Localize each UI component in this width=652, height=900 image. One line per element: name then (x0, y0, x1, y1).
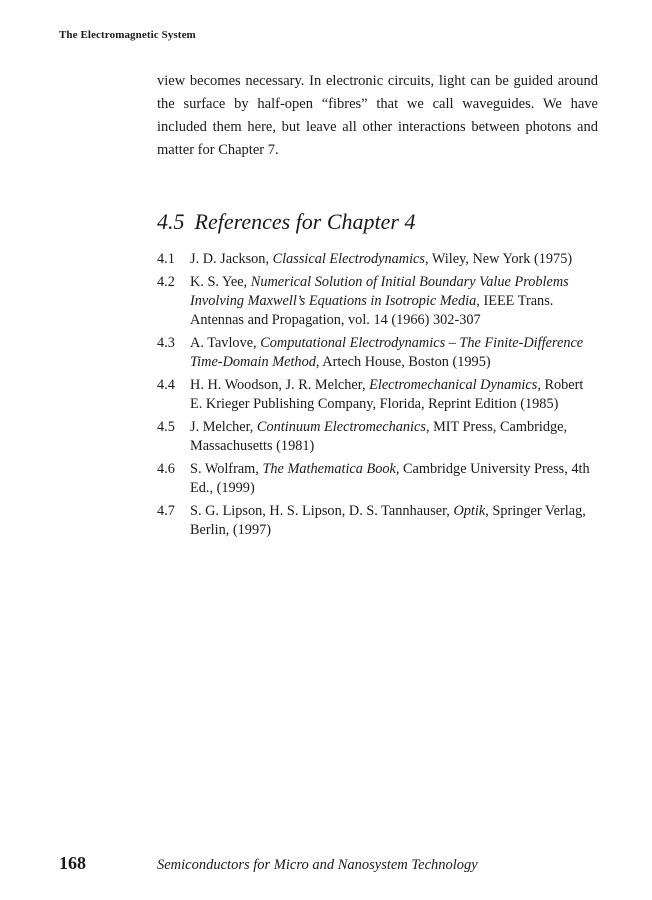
reference-text (190, 418, 598, 456)
section-number: 4.5 (157, 209, 185, 234)
reference-number: 4.1 (157, 251, 175, 267)
reference-publisher: , Springer Verlag, Berlin, (1997) (190, 503, 586, 538)
reference-title: Electromechanical Dynamics (369, 377, 538, 393)
reference-text (190, 376, 598, 414)
reference-item (157, 418, 598, 456)
reference-title: The Mathematica Book (262, 461, 396, 477)
reference-text (190, 334, 598, 372)
section-title: References for Chapter 4 (194, 209, 416, 234)
reference-authors: A. Tavlove, (190, 335, 261, 351)
reference-item (157, 334, 598, 372)
section-heading (157, 209, 415, 235)
reference-number: 4.7 (157, 503, 175, 519)
reference-title: Continuum Electromechanics (256, 419, 426, 435)
reference-text (190, 502, 598, 540)
reference-text (190, 460, 598, 498)
reference-text (190, 250, 598, 269)
reference-number: 4.6 (157, 461, 175, 477)
reference-title: Optik (453, 503, 486, 519)
page-number: 168 (59, 853, 86, 873)
reference-authors: H. H. Woodson, J. R. Melcher, (190, 377, 370, 393)
book-title: Semiconductors for Micro and Nanosystem Technology (157, 857, 478, 873)
reference-publisher: , Cambridge University Press, 4th Ed., (1999) (190, 461, 590, 496)
reference-publisher: , IEEE Trans. Antennas and Propagation, vol. 14 (1966) 302-307 (190, 293, 554, 328)
reference-publisher: , MIT Press, Cambridge, Massachusetts (1981) (190, 419, 568, 454)
reference-authors: S. G. Lipson, H. S. Lipson, D. S. Tannhauser, (190, 503, 454, 519)
reference-publisher: , Artech House, Boston (1995) (315, 354, 491, 370)
reference-publisher: , Wiley, New York (1975) (424, 251, 573, 267)
reference-text (190, 273, 598, 330)
intro-text: view becomes necessary. In electronic circuits, light can be guided around the surface by half-open “fibres” that we call waveguides. We have included them here, but leave all other interactions between photons and matter for Chapter 7. (157, 73, 598, 158)
reference-number: 4.2 (157, 274, 175, 290)
reference-title: Computational Electrodynamics – The Finite-Difference Time-Domain Method (190, 335, 584, 370)
reference-authors: J. Melcher, (190, 419, 257, 435)
reference-authors: K. S. Yee, (190, 274, 251, 290)
reference-authors: J. D. Jackson, (190, 251, 273, 267)
reference-item (157, 376, 598, 414)
reference-item (157, 502, 598, 540)
reference-title: Numerical Solution of Initial Boundary Value Problems Involving Maxwell’s Equations in Isotropic Media (190, 274, 569, 309)
reference-number: 4.5 (157, 419, 175, 435)
reference-title: Classical Electrodynamics (272, 251, 425, 267)
reference-item (157, 273, 598, 330)
reference-item (157, 460, 598, 498)
reference-item (157, 250, 598, 269)
reference-list (157, 250, 598, 544)
intro-paragraph (157, 70, 598, 162)
running-head: The Electromagnetic System (59, 29, 196, 41)
reference-publisher: , Robert E. Krieger Publishing Company, Florida, Reprint Edition (1985) (190, 377, 584, 412)
reference-authors: S. Wolfram, (190, 461, 263, 477)
reference-number: 4.4 (157, 377, 175, 393)
reference-number: 4.3 (157, 335, 175, 351)
